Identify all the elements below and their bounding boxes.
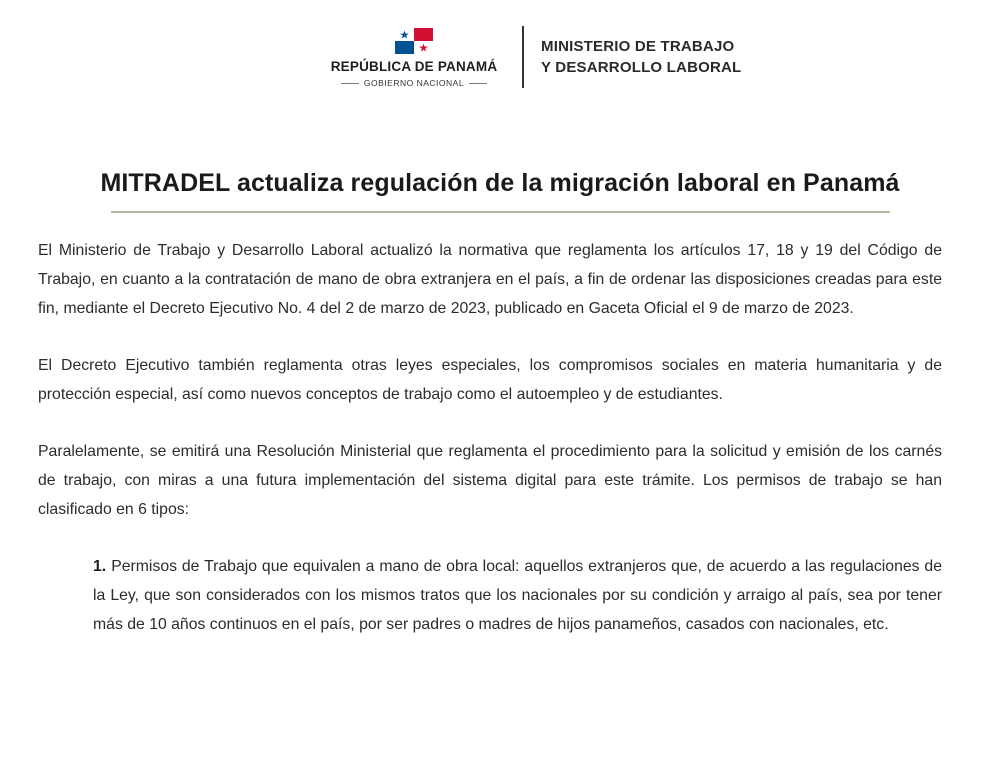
title-divider [111, 211, 890, 213]
paragraph-1: El Ministerio de Trabajo y Desarrollo Laboral actualizó la normativa que reglamenta los artículos 17, 18 y 19 del Código de Trabajo, en cuanto a la contratación de mano de obra extranjera en el país, a fin de ordenar las disposiciones creadas para este fin, mediante el Decreto Ejecutivo No. 4 del 2 de marzo de 2023, publicado en Gaceta Oficial el 9 de marzo de 2023. [38, 242, 942, 317]
list-item [93, 552, 942, 639]
panama-flag-icon [395, 28, 433, 54]
government-name: REPÚBLICA DE PANAMÁ [330, 59, 498, 74]
dash-left [341, 83, 359, 84]
government-subtitle [312, 78, 516, 88]
article-title: MITRADEL actualiza regulación de la migración laboral en Panamá [100, 168, 900, 197]
government-subtitle-text: GOBIERNO NACIONAL [363, 78, 465, 88]
ministry-name [541, 36, 741, 78]
paragraph-3: Paralelamente, se emitirá una Resolución Ministerial que reglamenta el procedimiento para la solicitud y emisión de los carnés de trabajo, con miras a una futura implementación del sistema digital para este trámite. Los permisos de trabajo se han clasificado en 6 tipos: [38, 443, 942, 518]
ministry-line-2: Y DESARROLLO LABORAL [541, 59, 742, 76]
paragraph-2: El Decreto Ejecutivo también reglamenta otras leyes especiales, los compromisos sociales en materia humanitaria y de protección especial, así como nuevos conceptos de trabajo como el autoempleo y de estudiantes. [38, 357, 942, 403]
dash-right [469, 83, 487, 84]
page-header [0, 22, 1000, 92]
header-divider [522, 26, 524, 88]
list-item-number: 1. [93, 558, 107, 575]
article-body [38, 236, 942, 639]
ministry-line-1: MINISTERIO DE TRABAJO [541, 38, 735, 55]
list-item-text: Permisos de Trabajo que equivalen a mano de obra local: aquellos extranjeros que, de acuerdo a las regulaciones de la Ley, que son considerados con los mismos tratos que los nacionales por su condición y arraigo al país, sea por tener más de 10 años continuos en el país, por ser padres o madres de hijos panameños, casados con nacionales, etc. [93, 558, 942, 633]
